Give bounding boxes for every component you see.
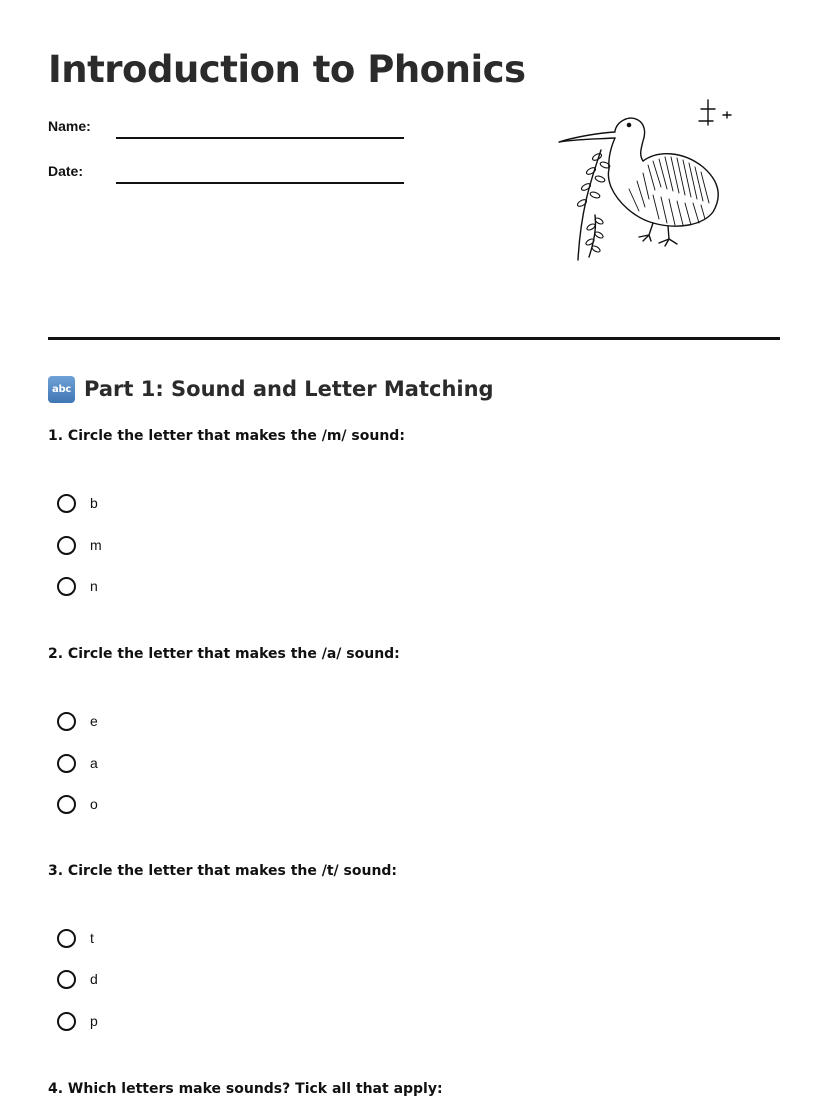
option-label: o <box>90 796 98 812</box>
option-label: b <box>90 495 98 511</box>
worksheet-page <box>48 0 780 1118</box>
question-3: 3. Circle the letter that makes the /t/ sound: <box>48 863 398 879</box>
radio-circle-icon[interactable] <box>57 577 76 596</box>
kiwi-bird-illustration <box>553 95 743 265</box>
question-3-option-3[interactable] <box>57 1008 98 1034</box>
question-2: 2. Circle the letter that makes the /a/ sound: <box>48 646 400 662</box>
radio-circle-icon[interactable] <box>57 754 76 773</box>
name-label: Name: <box>48 118 91 134</box>
question-1: 1. Circle the letter that makes the /m/ sound: <box>48 428 405 444</box>
option-label: e <box>90 713 98 729</box>
abc-emoji-icon: abc <box>48 376 75 403</box>
question-1-option-2[interactable] <box>57 532 102 558</box>
question-4: 4. Which letters make sounds? Tick all that apply: <box>48 1081 443 1097</box>
option-label: p <box>90 1013 98 1029</box>
option-label: t <box>90 930 94 946</box>
date-input-line[interactable] <box>116 182 404 184</box>
radio-circle-icon[interactable] <box>57 712 76 731</box>
section-heading <box>48 374 494 404</box>
name-field-row <box>48 118 408 142</box>
radio-circle-icon[interactable] <box>57 494 76 513</box>
question-3-option-2[interactable] <box>57 966 98 992</box>
radio-circle-icon[interactable] <box>57 536 76 555</box>
question-1-option-1[interactable] <box>57 490 98 516</box>
question-3-option-1[interactable] <box>57 925 94 951</box>
question-1-option-3[interactable] <box>57 573 98 599</box>
date-label: Date: <box>48 163 84 179</box>
worksheet-title: Introduction to Phonics <box>48 48 526 91</box>
option-label: m <box>90 537 102 553</box>
radio-circle-icon[interactable] <box>57 1012 76 1031</box>
radio-circle-icon[interactable] <box>57 795 76 814</box>
section-title: Part 1: Sound and Letter Matching <box>84 377 494 401</box>
radio-circle-icon[interactable] <box>57 970 76 989</box>
option-label: d <box>90 971 98 987</box>
question-2-option-2[interactable] <box>57 750 98 776</box>
radio-circle-icon[interactable] <box>57 929 76 948</box>
option-label: a <box>90 755 98 771</box>
name-input-line[interactable] <box>116 137 404 139</box>
question-2-option-3[interactable] <box>57 791 98 817</box>
date-field-row <box>48 163 408 187</box>
section-divider <box>48 337 780 340</box>
option-label: n <box>90 578 98 594</box>
question-2-option-1[interactable] <box>57 708 98 734</box>
